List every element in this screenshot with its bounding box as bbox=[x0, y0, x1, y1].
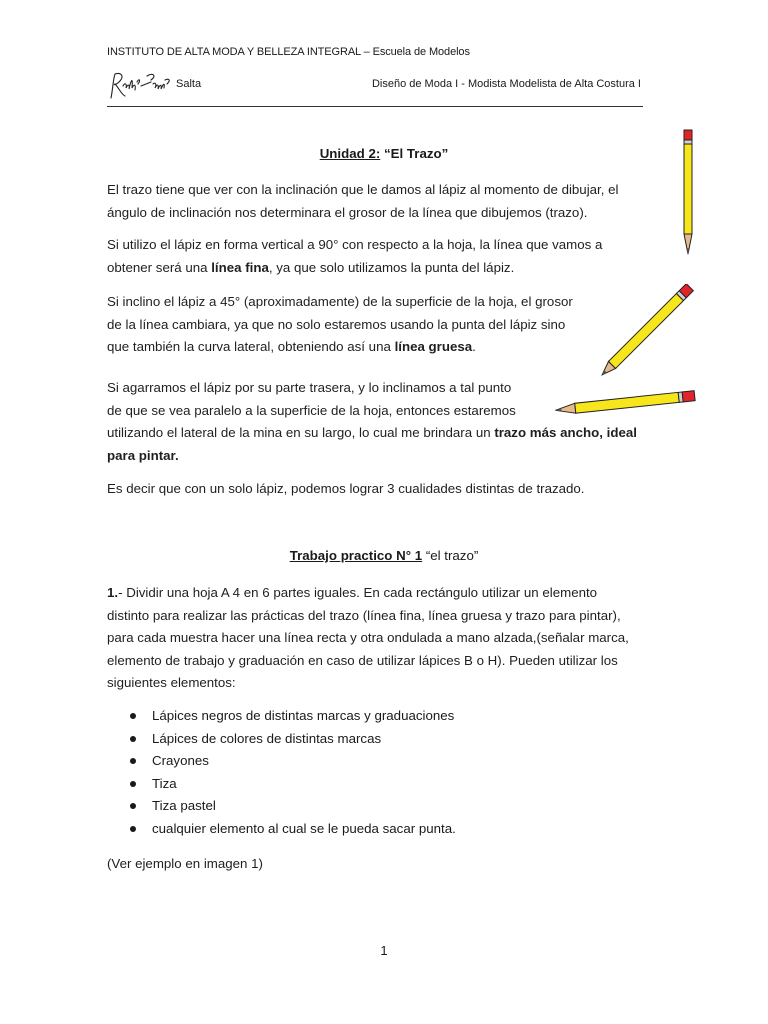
elements-list bbox=[130, 705, 456, 840]
paragraph-4-line-2: de que se vea paralelo a la superficie de la hoja, entonces estaremos bbox=[107, 402, 516, 418]
bullet-icon bbox=[130, 713, 136, 719]
paragraph-2-line-2-start: obtener será una bbox=[107, 259, 212, 275]
thin-line-term: línea fina bbox=[211, 259, 269, 275]
bullet-icon bbox=[130, 736, 136, 742]
practice-item-1 bbox=[107, 582, 629, 695]
list-item-text: Crayones bbox=[152, 753, 209, 768]
angled-pencil-icon bbox=[598, 284, 694, 378]
bullet-icon bbox=[130, 781, 136, 787]
list-item-text: Tiza pastel bbox=[152, 798, 216, 813]
wide-stroke-term: trazo más ancho, ideal bbox=[494, 425, 637, 440]
unit-title bbox=[0, 146, 768, 161]
paragraph-1-line-1: El trazo tiene que ver con la inclinación que le damos al lápiz al momento de dibujar, el bbox=[107, 182, 619, 197]
paragraph-4-line-3-start: utilizando el lateral de la mina en su largo, lo cual me brindara un bbox=[107, 425, 495, 440]
practice-label: Trabajo practico N° 1 bbox=[289, 548, 423, 563]
vertical-pencil-icon bbox=[680, 128, 696, 258]
list-item-text: cualquier elemento al cual se le pueda sacar punta. bbox=[152, 820, 456, 836]
paragraph-3-line-3-end: . bbox=[472, 339, 476, 354]
bullet-icon bbox=[130, 826, 136, 832]
paragraph-3 bbox=[107, 291, 573, 359]
practice-line-4: elemento de trabajo y graduación en caso de utilizar lápices B o H). Pueden utilizar los bbox=[107, 652, 618, 668]
unit-label: Unidad 2: bbox=[319, 146, 381, 161]
bullet-icon bbox=[130, 758, 136, 764]
practice-line-3: para cada muestra hacer una línea recta y otra ondulada a mano alzada,(señalar marca, bbox=[107, 630, 629, 645]
signature-image bbox=[107, 70, 175, 104]
paragraph-4-line-1: Si agarramos el lápiz por su parte trasera, y lo inclinamos a tal punto bbox=[107, 380, 512, 395]
page-number: 1 bbox=[380, 943, 388, 958]
list-item-text: Tiza bbox=[152, 775, 177, 791]
list-item bbox=[130, 728, 456, 751]
header-city: Salta bbox=[176, 78, 202, 90]
horizontal-pencil-icon bbox=[552, 388, 698, 418]
paragraph-2 bbox=[107, 234, 602, 279]
bullet-icon bbox=[130, 803, 136, 809]
paragraph-3-line-2: de la línea cambiara, ya que no solo estaremos usando la punta del lápiz sino bbox=[107, 316, 566, 332]
practice-line-5: siguientes elementos: bbox=[107, 675, 236, 690]
list-item bbox=[130, 773, 456, 796]
practice-item-number: 1. bbox=[107, 585, 119, 600]
list-item bbox=[130, 795, 456, 818]
list-item bbox=[130, 750, 456, 773]
thick-line-term: línea gruesa bbox=[394, 339, 473, 354]
paragraph-3-line-1: Si inclino el lápiz a 45° (aproximadamente) de la superficie de la hoja, el grosor bbox=[107, 294, 573, 309]
example-note: (Ver ejemplo en imagen 1) bbox=[107, 856, 263, 871]
paragraph-5: Es decir que con un solo lápiz, podemos lograr 3 cualidades distintas de trazado. bbox=[107, 481, 585, 496]
list-item bbox=[130, 705, 456, 728]
unit-title-text: “El Trazo” bbox=[383, 146, 449, 161]
practice-subtitle: “el trazo” bbox=[422, 548, 479, 563]
header-divider bbox=[107, 106, 643, 107]
practice-line-1: - Dividir una hoja A 4 en 6 partes iguales. En cada rectángulo utilizar un elemento bbox=[118, 585, 598, 600]
practice-line-2: distinto para realizar las prácticas del trazo (línea fina, línea gruesa y trazo para pintar), bbox=[107, 607, 621, 623]
paragraph-2-line-1: Si utilizo el lápiz en forma vertical a 90° con respecto a la hoja, la línea que vamos a bbox=[107, 237, 603, 252]
paragraph-4-line-4: para pintar. bbox=[107, 447, 179, 463]
institute-header-title: INSTITUTO DE ALTA MODA Y BELLEZA INTEGRAL – Escuela de Modelos bbox=[107, 46, 470, 58]
paragraph-2-line-2-end: , ya que solo utilizamos la punta del lápiz. bbox=[268, 259, 515, 275]
list-item bbox=[130, 818, 456, 841]
list-item-text: Lápices de colores de distintas marcas bbox=[152, 730, 382, 746]
paragraph-3-line-3-start: que también la curva lateral, obteniendo así una bbox=[107, 339, 395, 354]
header-course: Diseño de Moda I - Modista Modelista de Alta Costura I bbox=[371, 78, 641, 90]
list-item-text: Lápices negros de distintas marcas y graduaciones bbox=[152, 708, 455, 723]
paragraph-1-line-2: ángulo de inclinación nos determinara el grosor de la línea que dibujemos (trazo). bbox=[107, 204, 588, 220]
practice-title bbox=[0, 548, 768, 563]
paragraph-1 bbox=[107, 179, 619, 224]
